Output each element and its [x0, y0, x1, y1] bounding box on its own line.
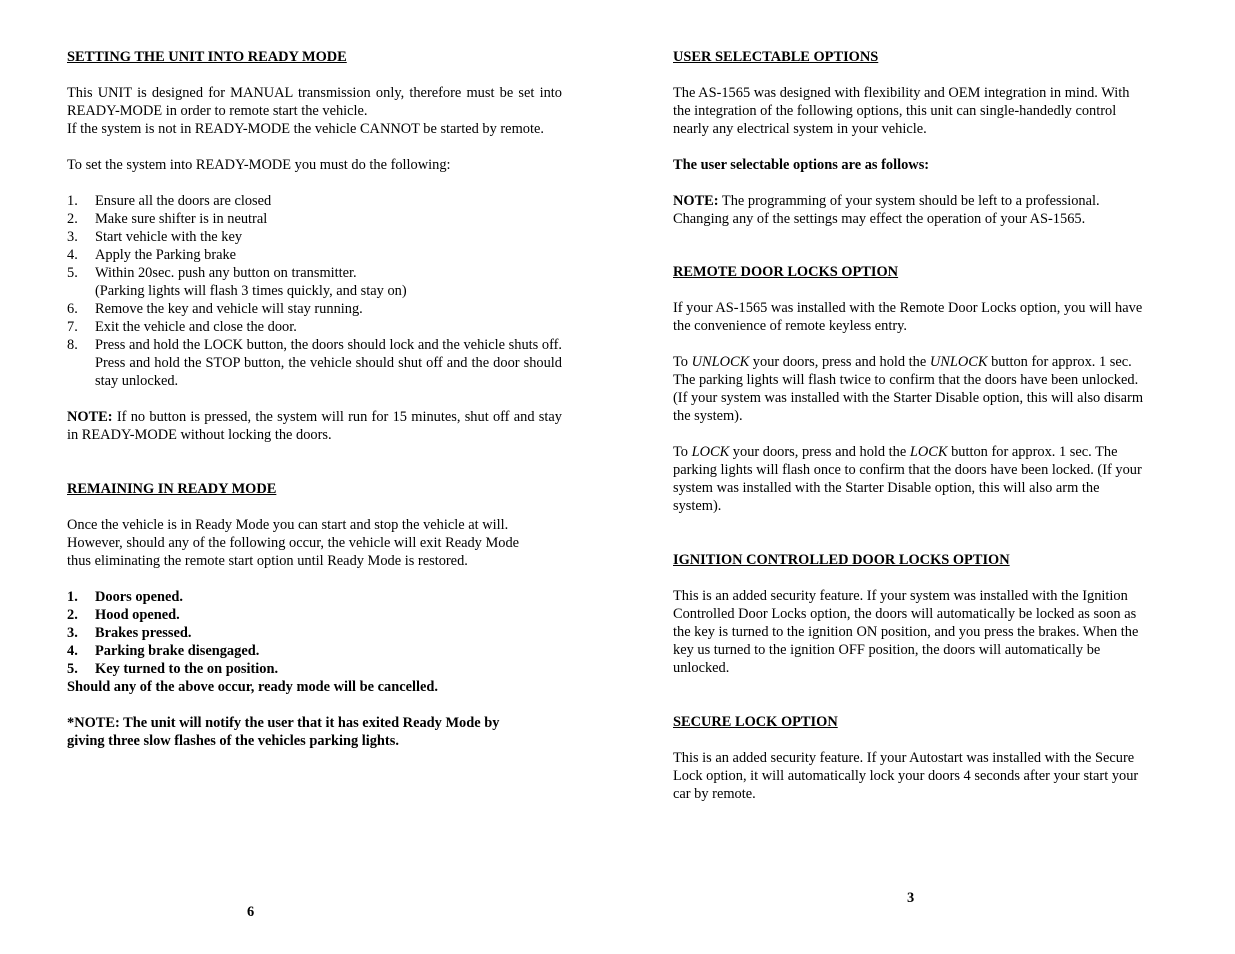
- options-note-line-2: Changing any of the settings may effect the operation of your AS-1565.: [673, 211, 1086, 227]
- remaining-line-1: Once the vehicle is in Ready Mode you can start and stop the vehicle at will.: [67, 517, 509, 533]
- ready-mode-heading: SETTING THE UNIT INTO READY MODE: [67, 49, 347, 65]
- lock-line-1: To LOCK your doors, press and hold the LOCK button for approx. 1 sec. The: [673, 444, 1118, 460]
- list-item: 4. Apply the Parking brake: [67, 247, 237, 263]
- ignition-line-2: Controlled Door Locks option, the doors will automatically be locked as soon as: [673, 606, 1137, 622]
- remote-locks-heading: REMOTE DOOR LOCKS OPTION: [673, 264, 899, 280]
- ready-mode-intro-2: If the system is not in READY-MODE the vehicle CANNOT be started by remote.: [67, 121, 544, 137]
- exit-note-line-1: *NOTE: The unit will notify the user that it has exited Ready Mode by: [67, 715, 500, 731]
- list-item: 3. Start vehicle with the key: [67, 229, 243, 245]
- list-item: 3. Brakes pressed.: [67, 625, 192, 641]
- options-line-2: the integration of the following options, this unit can single-handedly control: [673, 103, 1117, 119]
- left-page: [67, 48, 562, 750]
- unlock-line-4: the system).: [673, 408, 743, 424]
- options-line-1: The AS-1565 was designed with flexibility and OEM integration in mind. With: [673, 85, 1130, 101]
- list-item: 8. Press and hold the LOCK button, the doors should lock and the vehicle shuts off. Press and hold the STOP button, the vehicle should shut off and the door should stay unlocked.: [67, 337, 562, 389]
- exit-conditions-list: [67, 588, 562, 678]
- options-heading: USER SELECTABLE OPTIONS: [673, 49, 879, 65]
- list-item: 1. Ensure all the doors are closed: [67, 193, 272, 209]
- list-item: 4. Parking brake disengaged.: [67, 643, 260, 659]
- remaining-heading: REMAINING IN READY MODE: [67, 481, 277, 497]
- right-page: [673, 48, 1186, 803]
- list-item: 1. Doors opened.: [67, 589, 183, 605]
- secure-lock-heading: SECURE LOCK OPTION: [673, 714, 838, 730]
- secure-lock-line-3: car by remote.: [673, 786, 756, 802]
- ignition-line-5: unlocked.: [673, 660, 730, 676]
- ignition-heading: IGNITION CONTROLLED DOOR LOCKS OPTION: [673, 552, 1010, 568]
- options-line-3: nearly any electrical system in your vehicle.: [673, 121, 927, 137]
- exit-note-line-2: giving three slow flashes of the vehicles parking lights.: [67, 733, 399, 749]
- ready-mode-steps: [67, 192, 562, 390]
- list-item: 6. Remove the key and vehicle will stay running.: [67, 301, 363, 317]
- secure-lock-line-1: This is an added security feature. If your Autostart was installed with the Secure: [673, 750, 1135, 766]
- list-item: 5. Key turned to the on position.: [67, 661, 279, 677]
- unlock-line-3: (If your system was installed with the Starter Disable option, this will also disarm: [673, 390, 1144, 406]
- remaining-line-2: However, should any of the following occur, the vehicle will exit Ready Mode: [67, 535, 520, 551]
- ignition-line-4: key us turned to the ignition OFF position, the doors will automatically be: [673, 642, 1101, 658]
- ignition-line-1: This is an added security feature. If your system was installed with the Ignition: [673, 588, 1128, 604]
- list-item: 5. Within 20sec. push any button on transmitter. (Parking lights will flash 3 times quickly, and stay on): [67, 265, 407, 299]
- lock-line-4: system).: [673, 498, 722, 514]
- list-item: 2. Make sure shifter is in neutral: [67, 211, 268, 227]
- unlock-line-1: To UNLOCK your doors, press and hold the UNLOCK button for approx. 1 sec.: [673, 354, 1132, 370]
- secure-lock-line-2: Lock option, it will automatically lock your doors 4 seconds after your start your: [673, 768, 1139, 784]
- remote-locks-line-2: the convenience of remote keyless entry.: [673, 318, 908, 334]
- list-item-subtext: (Parking lights will flash 3 times quickly, and stay on): [95, 283, 407, 299]
- cancel-text: Should any of the above occur, ready mode will be cancelled.: [67, 679, 438, 695]
- unlock-line-2: The parking lights will flash twice to confirm that the doors have been unlocked.: [673, 372, 1139, 388]
- list-item: 2. Hood opened.: [67, 607, 180, 623]
- options-note-line-1: NOTE: The programming of your system should be left to a professional.: [673, 193, 1100, 209]
- options-subhead: The user selectable options are as follows:: [673, 157, 930, 173]
- ready-mode-intro-1: This UNIT is designed for MANUAL transmission only, therefore must be set into READY-MODE in order to remote start the vehicle.: [67, 85, 562, 119]
- ready-mode-note: NOTE: If no button is pressed, the system will run for 15 minutes, shut off and stay in READY-MODE without locking the doors.: [67, 409, 562, 443]
- remaining-line-3: thus eliminating the remote start option until Ready Mode is restored.: [67, 553, 468, 569]
- list-item: 7. Exit the vehicle and close the door.: [67, 319, 297, 335]
- lock-line-3: system was installed with the Starter Disable option, this will also arm the: [673, 480, 1100, 496]
- ready-mode-lead: To set the system into READY-MODE you must do the following:: [67, 157, 451, 173]
- remote-locks-line-1: If your AS-1565 was installed with the Remote Door Locks option, you will have: [673, 300, 1143, 316]
- ignition-line-3: the key is turned to the ignition ON position, and you press the brakes. When the: [673, 624, 1139, 640]
- page-number-left: 6: [247, 904, 255, 920]
- lock-line-2: parking lights will flash once to confirm that the doors have been locked. (If your: [673, 462, 1142, 478]
- page-number-right: 3: [907, 890, 915, 906]
